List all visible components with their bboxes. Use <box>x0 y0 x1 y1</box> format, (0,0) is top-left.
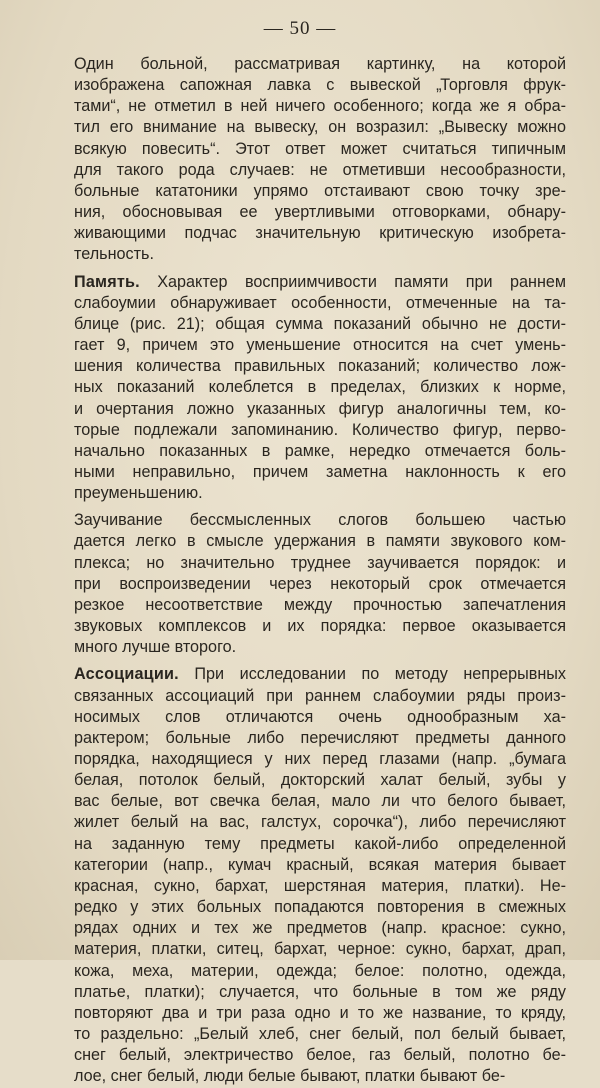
line-text: Заучивание бессмысленных слогов большею частью <box>74 511 566 530</box>
line-text: преуменьшению. <box>74 484 203 503</box>
text-line <box>74 420 566 441</box>
line-text: тил его внимание на вывеску, он возразил: „Вывеску можно <box>74 118 566 137</box>
line-text: связанных ассоциаций при раннем слабоумии ряды произ- <box>74 686 566 705</box>
paragraph-heading: Память. <box>74 272 140 291</box>
line-text: живающими подчас значительную критическую изобрета- <box>74 224 566 243</box>
line-text: платье, платки); случается, что больные в том же ряду <box>74 982 566 1001</box>
text-line <box>74 510 566 531</box>
paragraph <box>74 510 566 658</box>
line-text: изображена сапожная лавка с вывеской „Торговля фрук- <box>74 76 566 95</box>
text-line <box>74 897 566 918</box>
line-text: больные кататоники упрямо отстаивают свою точку зре- <box>74 181 566 200</box>
text-line <box>74 918 566 939</box>
line-text: на заданную тему предметы какой-либо определенной <box>74 834 566 853</box>
text-line <box>74 202 566 223</box>
text-line <box>74 595 566 616</box>
text-line <box>74 574 566 595</box>
line-text: много лучше второго. <box>74 638 237 657</box>
text-line <box>74 54 566 75</box>
line-text: дается легко в смысле удержания в памяти звукового ком- <box>74 532 566 551</box>
text-line <box>74 335 566 356</box>
line-text: ния, обосновывая ее увертливыми отговорками, обнару- <box>74 203 566 222</box>
text-line <box>74 855 566 876</box>
line-text: носимых слов отличаются очень однообразным ха- <box>74 707 566 726</box>
paragraph <box>74 272 566 505</box>
text-line <box>74 616 566 637</box>
text-line <box>74 441 566 462</box>
text-line <box>74 982 566 1003</box>
line-text: торые подлежали запоминанию. Количество фигур, перво- <box>74 420 566 439</box>
text-line <box>74 117 566 138</box>
line-text: тельность. <box>74 245 154 264</box>
line-text: красная, сукно, бархат, шерстяная материя, платки). Не- <box>74 876 566 895</box>
text-line <box>74 728 566 749</box>
text-line <box>74 399 566 420</box>
text-line <box>74 75 566 96</box>
text-line <box>74 139 566 160</box>
text-line <box>74 1066 566 1087</box>
text-line <box>74 553 566 574</box>
text-line <box>74 181 566 202</box>
line-text: ными неправильно, причем заметна наклонность к его <box>74 462 566 481</box>
line-text: жилет белый на вас, галстух, сорочка“), либо перечисляют <box>74 813 566 832</box>
line-text: снег белый, электричество белое, газ белый, полотно бе- <box>74 1046 566 1065</box>
line-text: Характер восприимчивости памяти при раннем <box>157 272 567 291</box>
line-text: тами“, не отметил в ней ничего особенного; когда же я обра- <box>74 97 566 116</box>
line-text: слабоумии обнаруживает особенности, отмеченные на та- <box>74 293 566 312</box>
line-text: плекса; но значительно труднее заучивается порядок: и <box>74 553 566 572</box>
line-text: рактером; больные либо перечисляют предметы данного <box>74 728 566 747</box>
line-text: Один больной, рассматривая картинку, на которой <box>74 55 566 73</box>
line-text: то раздельно: „Белый хлеб, снег белый, пол белый бывает, <box>74 1025 566 1044</box>
text-line <box>74 1024 566 1045</box>
text-line <box>74 293 566 314</box>
text-line <box>74 686 566 707</box>
text-line <box>74 812 566 833</box>
text-line <box>74 770 566 791</box>
text-line <box>74 314 566 335</box>
line-text: вас белые, вот свечка белая, мало ли что белого бывает, <box>74 792 566 811</box>
line-text: начально показанных в рамке, нередко отмечается боль- <box>74 441 566 460</box>
line-text: ных показаний колеблется в пределах, близких к норме, <box>74 378 566 397</box>
text-line <box>74 96 566 117</box>
line-text: лое, снег белый, люди белые бывают, платки бывают бе- <box>74 1067 506 1086</box>
text-line <box>74 791 566 812</box>
line-text: при воспроизведении через некоторый срок отмечается <box>74 574 566 593</box>
text-line <box>74 244 566 265</box>
text-line <box>74 223 566 244</box>
text-line <box>74 483 566 504</box>
line-text: повторяют два и три раза одно и то же название, то кряду, <box>74 1003 566 1022</box>
line-text: звуковых комплексов и их порядка: первое оказывается <box>74 617 566 636</box>
text-line <box>74 1003 566 1024</box>
text-line <box>74 462 566 483</box>
line-text: редко у этих больных попадаются повторения в смежных <box>74 898 566 917</box>
text-line <box>74 356 566 377</box>
body-text <box>74 54 566 1088</box>
line-text: всякую повесить“. Этот ответ может считаться типичным <box>74 139 566 158</box>
line-text: гает 9, причем это уменьшение относится на счет умень- <box>74 336 566 355</box>
paragraph <box>74 54 566 266</box>
text-line <box>74 637 566 658</box>
line-text: порядка, находящиеся у них перед глазами (напр. „бумага <box>74 750 566 768</box>
text-line <box>74 707 566 728</box>
text-line <box>74 939 566 960</box>
text-line <box>74 272 566 293</box>
line-text: резкое несоответствие между прочностью запечатления <box>74 595 566 614</box>
text-line <box>74 834 566 855</box>
line-text: материя, платки, ситец, бархат, черное: сукно, бархат, драп, <box>74 940 566 959</box>
line-text: категории (напр., кумач красный, всякая материя бывает <box>74 855 566 874</box>
paragraph <box>74 664 566 1087</box>
line-text: При исследовании по методу непрерывных <box>194 665 566 684</box>
line-text: кожа, меха, материи, одежда; белое: полотно, одежда, <box>74 961 566 980</box>
line-text: рядах одних и тех же предметов (напр. красное: сукно, <box>74 919 566 938</box>
line-text: и очертания ложно указанных фигур аналогичны тем, ко- <box>74 399 566 418</box>
line-text: для такого рода случаев: не отметивши несообразности, <box>74 160 566 179</box>
text-line <box>74 160 566 181</box>
paragraph-heading: Ассоциации. <box>74 665 179 684</box>
text-line <box>74 664 566 685</box>
text-line <box>74 1045 566 1066</box>
page-number: — 50 — <box>263 18 337 39</box>
text-line <box>74 876 566 897</box>
line-text: шения количества правильных показаний; количество лож- <box>74 357 566 376</box>
text-line <box>74 749 566 770</box>
text-line <box>74 377 566 398</box>
line-text: белая, потолок белый, докторский халат белый, зубы у <box>74 771 566 790</box>
text-line <box>74 961 566 982</box>
text-line <box>74 531 566 552</box>
line-text: блице (рис. 21); общая сумма показаний обычно не дости- <box>74 314 566 333</box>
